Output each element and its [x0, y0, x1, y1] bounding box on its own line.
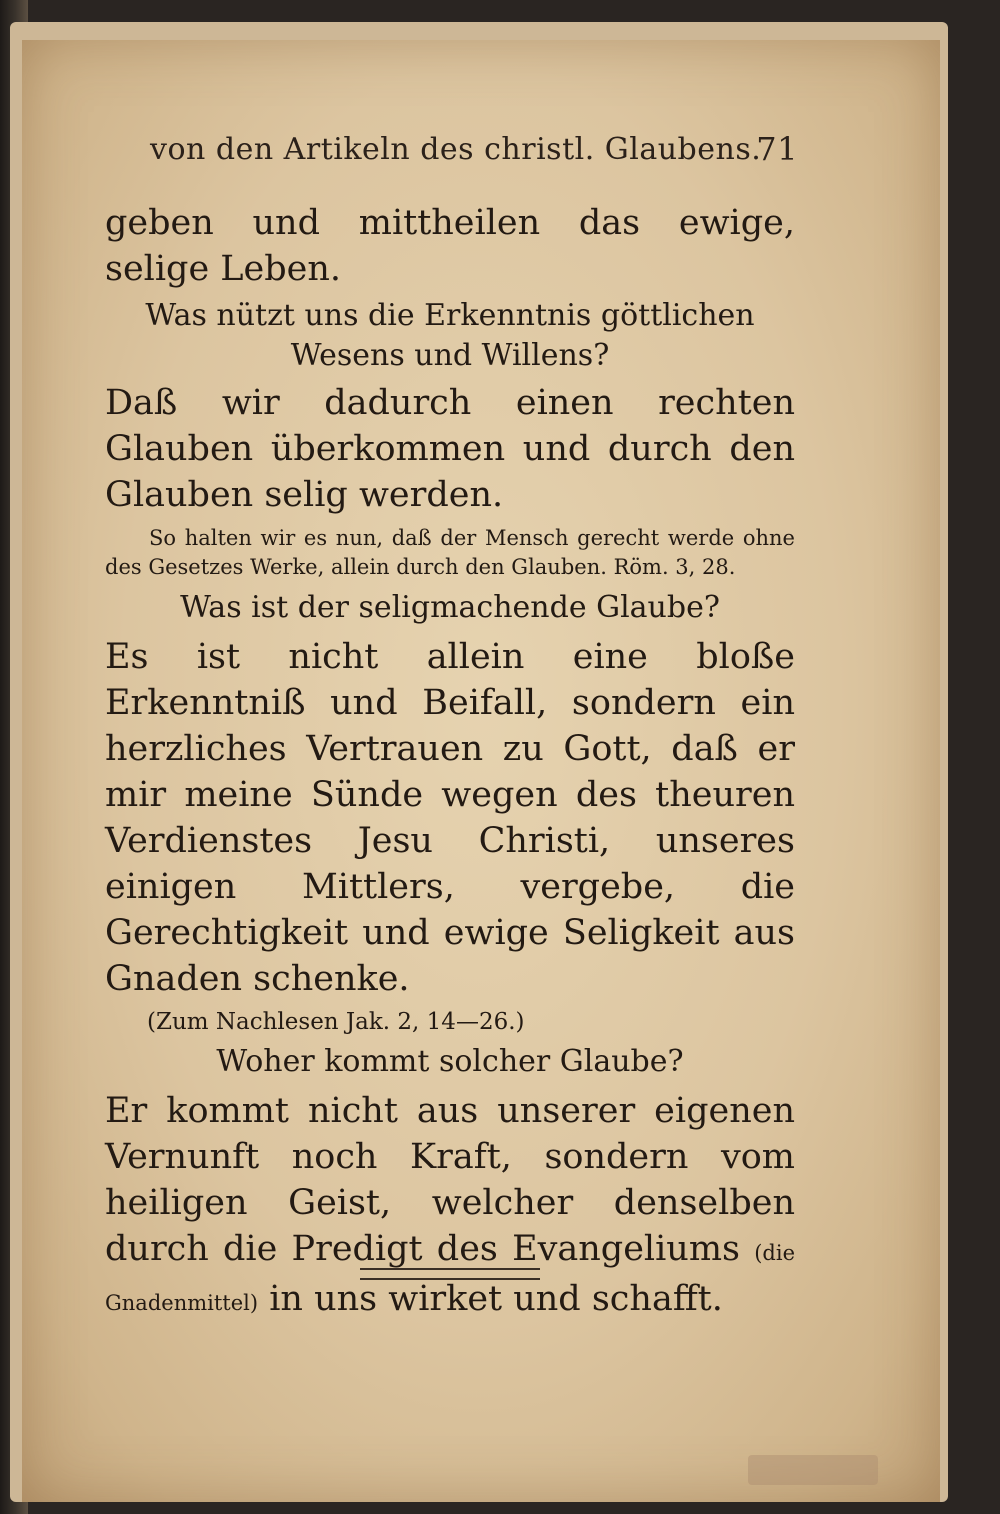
answer-3-end: in uns wirket und schafft.	[269, 1279, 723, 1319]
page-number: 71	[756, 130, 798, 168]
question-1: Was nützt uns die Erkenntnis göttlichen Wesens und Willens?	[145, 298, 755, 373]
answer-3-text: Er kommt nicht aus unserer eigenen Vernunft noch Kraft, sondern vom heiligen Geist, welcher denselben durch die Predigt des Evangeliums	[105, 1091, 795, 1269]
answer-1: Daß wir dadurch einen rechten Glauben überkommen und durch den Glauben selig werden.	[105, 383, 795, 515]
answer-3	[105, 1088, 795, 1326]
end-rule-divider	[360, 1268, 540, 1280]
running-head-title: von den Artikeln des christl. Glaubens.	[150, 132, 762, 167]
scripture-quote: So halten wir es nun, daß der Mensch gerecht werde ohne des Gesetzes Werke, allein durch den Glauben. Röm. 3, 28.	[105, 526, 795, 579]
question-2: Was ist der seligmachende Glaube?	[180, 590, 720, 625]
answer-2: Es ist nicht allein eine bloße Erkenntniß und Beifall, sondern ein herzliches Vertrauen zu Gott, daß er mir meine Sünde wegen des theuren Verdienstes Jesu Christi, unseres einigen Mittlers, vergebe, die Gerechtigkeit und ewige Seligkeit aus Gnaden schenke.	[105, 637, 795, 999]
page-body	[105, 200, 795, 1326]
running-head	[140, 128, 800, 172]
page-stain	[748, 1455, 878, 1485]
question-3: Woher kommt solcher Glaube?	[216, 1044, 684, 1079]
paragraph-continuation: geben und mittheilen das ewige, selige Leben.	[105, 203, 795, 289]
answer-3-note: (die Gnadenmittel)	[105, 1241, 795, 1315]
reading-reference: (Zum Nachlesen Jak. 2, 14—26.)	[147, 1009, 525, 1035]
